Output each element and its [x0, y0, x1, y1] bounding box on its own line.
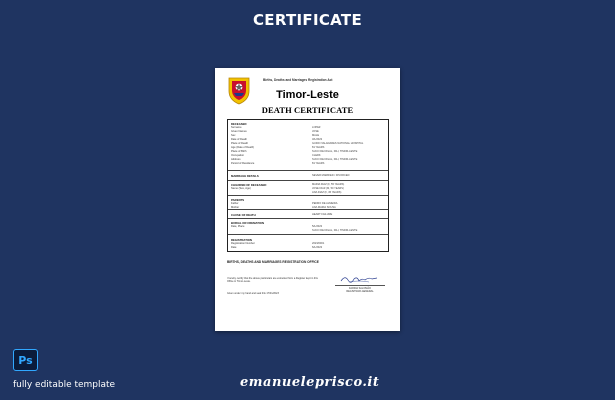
country-name: Timor-Leste [276, 89, 339, 101]
field-value: NEVER MARRIED / DIVORCED [312, 174, 350, 177]
website-link[interactable]: emanueleprisco.it [240, 375, 380, 390]
field-label: Surname [231, 126, 242, 129]
field-value: SUCO DE DIGAL, DILI, TIMOR-LESTE [312, 229, 358, 232]
signatory-block [335, 285, 385, 293]
field-label: Registration Number [231, 242, 255, 245]
field-label: Place of Death [231, 142, 249, 145]
section-header: MARRIAGE DETAILS [231, 174, 259, 178]
field-value: 2023/0001 [312, 242, 325, 245]
section-header: REGISTRATION [231, 238, 252, 242]
field-value: SUCO DE DIGAL, DILI, TIMOR-LESTE [312, 150, 358, 153]
certificate-table [227, 119, 389, 252]
registry-act-line: Births, Deaths and Marriages Registration Act [263, 78, 333, 82]
field-value: 81 YEARS [312, 162, 325, 165]
issued-statement: Given under my hand and seal this 17/01/2023 [227, 292, 279, 295]
banner-title: CERTIFICATE [252, 11, 362, 29]
field-label: Mother [231, 206, 240, 209]
field-value: HEART FAILURE [312, 212, 333, 216]
field-label: Sex [231, 134, 236, 137]
section-header: CAUSE OF DEATH [231, 212, 256, 217]
field-label: Date, Place [231, 225, 245, 228]
field-label: Place of Birth [231, 150, 247, 153]
certificate-title: DEATH CERTIFICATE [261, 105, 354, 115]
field-value: 6/1/2023 [312, 246, 323, 249]
section-burial [228, 218, 388, 234]
field-value: LOPEZ [312, 126, 321, 129]
photoshop-icon: Ps [13, 349, 38, 371]
section-parents [228, 195, 388, 209]
signatory-name: FARIDA SALOMÃO [349, 287, 371, 290]
section-header: PARENTS [231, 198, 245, 202]
field-value: MARIA DIAZ (F, 55 YEARS) [312, 183, 345, 186]
certification-statement: I hereby certify that the above particulars are extracted from a Register kept in this Office in Timor-Leste. [227, 277, 318, 284]
field-value: SUCO DE DIGAL, DILI, TIMOR-LESTE [312, 158, 358, 161]
field-value: PEDRO DE ALMEIDA [312, 202, 338, 205]
field-value: 81 YEARS [312, 146, 325, 149]
field-label: Father [231, 202, 239, 205]
field-value: 3/1/2023 [312, 138, 323, 141]
section-header: BURIAL OR CREMATION [231, 221, 264, 225]
field-label: Date [231, 246, 237, 249]
registration-office: BIRTHS, DEATHS AND MARRIAGES REGISTRATION OFFICE [227, 260, 319, 264]
field-label: Age (Date of Death) [231, 146, 255, 149]
section-marriage [228, 170, 388, 180]
field-label: Address [231, 158, 241, 161]
section-header: DECEASED [231, 122, 247, 126]
field-value: MALE [312, 134, 320, 137]
field-label: Name (Sex, Age) [231, 187, 251, 190]
field-label: Date of Death [231, 138, 248, 141]
field-label: Occupation [231, 154, 245, 157]
signature-icon [339, 274, 379, 284]
field-value: GUIDO VALADARES NATIONAL HOSPITAL [312, 142, 364, 145]
signatory-title: REGISTRAR-GENERAL [346, 290, 374, 293]
field-value: CLERK [312, 154, 321, 157]
field-value: 5/1/2023 [312, 225, 323, 228]
field-value: ANA MARIA SOUSA [312, 206, 336, 209]
editable-caption: fully editable template [13, 380, 116, 390]
certificate-document [215, 68, 400, 331]
section-deceased [228, 120, 388, 170]
section-cause-of-death [228, 209, 388, 218]
field-label: Given Names [231, 130, 247, 133]
section-registration [228, 234, 388, 253]
section-children [228, 180, 388, 195]
section-header: CHILDREN OF DECEASED [231, 183, 267, 187]
field-label: Period of Residence [231, 162, 255, 165]
field-value: JOSE DIAZ (M, 50 YEARS) [312, 187, 344, 190]
emblem-crest-icon [227, 75, 251, 105]
field-value: JOSE [312, 130, 319, 133]
field-value: ANA DIAZ (F, 45 YEARS) [312, 191, 342, 194]
